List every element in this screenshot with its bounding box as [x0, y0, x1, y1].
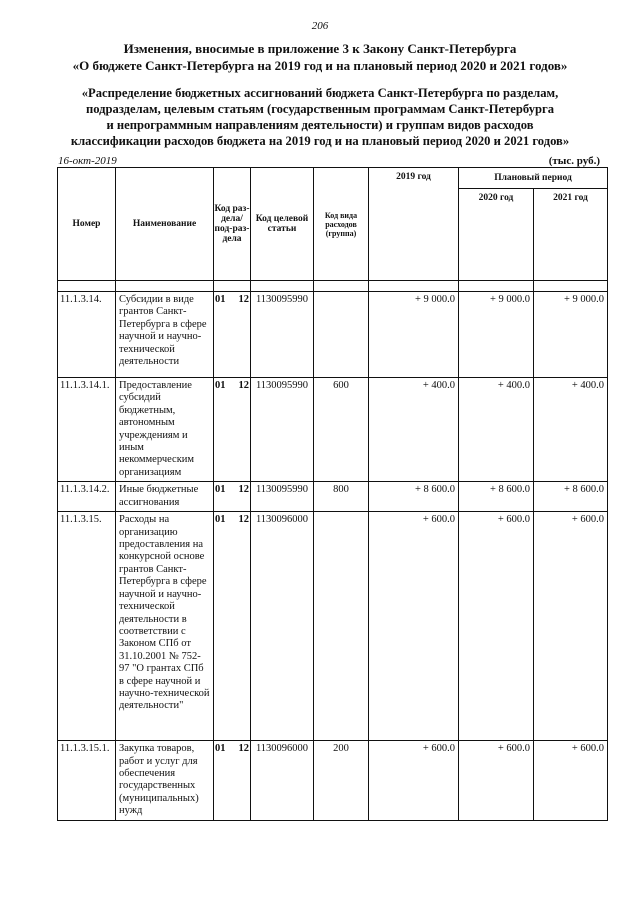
subtitle-line: подразделам, целевым статьям (государственным программам Санкт-Петербурга	[85, 102, 555, 116]
row-expense-type	[314, 292, 369, 378]
table-row	[58, 482, 608, 512]
header-2019: 2019 год	[369, 168, 459, 281]
document-date: 16-окт-2019	[58, 155, 117, 167]
row-number: 11.1.3.15.	[58, 512, 116, 741]
row-amount-2019: + 9 000.0	[369, 292, 459, 378]
row-target-code: 1130095990	[251, 482, 314, 512]
table-row	[58, 292, 608, 378]
header-2020: 2020 год	[459, 189, 534, 281]
row-number: 11.1.3.14.	[58, 292, 116, 378]
row-amount-2021: + 600.0	[534, 512, 608, 741]
row-amount-2020: + 600.0	[459, 741, 534, 821]
row-amount-2021: + 9 000.0	[534, 292, 608, 378]
page-number: 206	[311, 20, 329, 32]
row-name: Субсидии в виде грантов Санкт-Петербурга в сфере научной и научно-технической деятельности	[116, 292, 214, 378]
title-line-1: Изменения, вносимые в приложение 3 к Закону Санкт-Петербурга	[123, 41, 517, 56]
subtitle-line: классификации расходов бюджета на 2019 год и на плановый период 2020 и 2021 годов»	[70, 134, 570, 148]
header-target: Код целевой статьи	[251, 168, 314, 281]
header-section: Код раз-дела/ под-раз-дела	[214, 168, 251, 281]
row-number: 11.1.3.14.2.	[58, 482, 116, 512]
row-expense-type: 800	[314, 482, 369, 512]
row-section-code: 01 12	[214, 292, 251, 378]
row-number: 11.1.3.14.1.	[58, 378, 116, 482]
row-target-code: 1130095990	[251, 378, 314, 482]
row-amount-2019: + 600.0	[369, 512, 459, 741]
table-row	[58, 378, 608, 482]
units-label: (тыс. руб.)	[548, 155, 600, 167]
row-amount-2021: + 600.0	[534, 741, 608, 821]
title-line-2: «О бюджете Санкт-Петербурга на 2019 год и на плановый период 2020 и 2021 годов»	[72, 58, 568, 73]
row-amount-2020: + 9 000.0	[459, 292, 534, 378]
row-amount-2021: + 8 600.0	[534, 482, 608, 512]
row-amount-2021: + 400.0	[534, 378, 608, 482]
row-section-code: 01 12	[214, 482, 251, 512]
header-name: Наименование	[116, 168, 214, 281]
row-name: Закупка товаров, работ и услуг для обеспечения государственных (муниципальных) нужд	[116, 741, 214, 821]
row-target-code: 1130095990	[251, 292, 314, 378]
header-expense-type: Код вида расходов (группа)	[314, 168, 369, 281]
row-section-code: 01 12	[214, 512, 251, 741]
row-amount-2020: + 600.0	[459, 512, 534, 741]
document-subtitle	[40, 85, 600, 149]
row-amount-2019: + 600.0	[369, 741, 459, 821]
row-target-code: 1130096000	[251, 741, 314, 821]
header-2021: 2021 год	[534, 189, 608, 281]
row-amount-2019: + 400.0	[369, 378, 459, 482]
row-number: 11.1.3.15.1.	[58, 741, 116, 821]
table-row	[58, 512, 608, 741]
row-name: Предоставление субсидий бюджетным, автономным учреждениям и иным некоммерческим организациям	[116, 378, 214, 482]
row-amount-2020: + 400.0	[459, 378, 534, 482]
budget-table	[57, 167, 608, 821]
row-section-code: 01 12	[214, 741, 251, 821]
table-row	[58, 741, 608, 821]
row-amount-2020: + 8 600.0	[459, 482, 534, 512]
row-expense-type: 600	[314, 378, 369, 482]
row-name: Иные бюджетные ассигнования	[116, 482, 214, 512]
spacer-row	[58, 281, 608, 292]
header-planned-period: Плановый период	[459, 168, 608, 189]
subtitle-line: «Распределение бюджетных ассигнований бюджета Санкт-Петербурга по разделам,	[81, 86, 559, 100]
row-name: Расходы на организацию предоставления на конкурсной основе грантов Санкт-Петербурга в сфере научной и научно-технической деятельности в соответствии с Законом СПб от 31.10.2001 № 752-97 "О грантах СПб в сфере научной и научно-технической деятельности"	[116, 512, 214, 741]
row-expense-type	[314, 512, 369, 741]
row-target-code: 1130096000	[251, 512, 314, 741]
document-title	[40, 40, 600, 74]
row-amount-2019: + 8 600.0	[369, 482, 459, 512]
row-expense-type: 200	[314, 741, 369, 821]
header-number: Номер	[58, 168, 116, 281]
subtitle-line: и непрограммным направлениям деятельности) и группам видов расходов	[106, 118, 534, 132]
row-section-code: 01 12	[214, 378, 251, 482]
